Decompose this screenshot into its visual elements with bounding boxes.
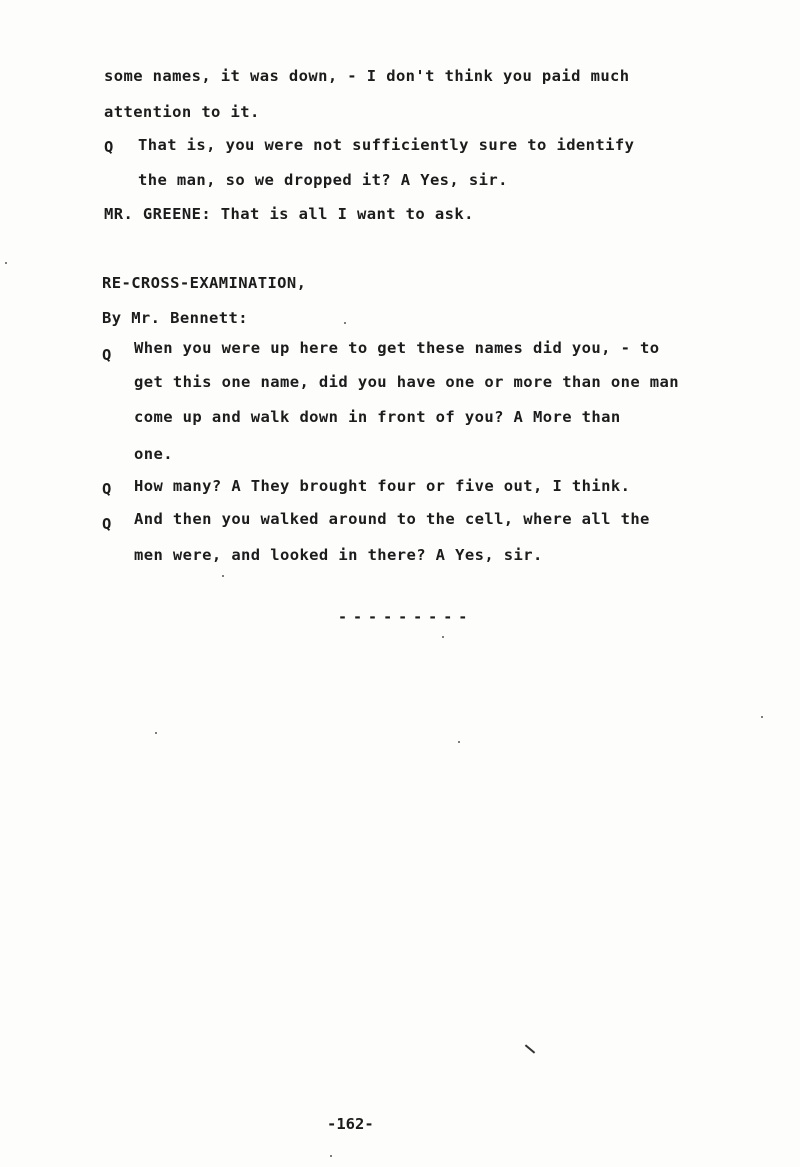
scan-speck — [330, 1155, 332, 1157]
transcript-line: men were, and looked in there? A Yes, sir. — [134, 546, 543, 564]
transcript-line: one. — [134, 445, 173, 463]
scan-speck — [458, 741, 460, 743]
question-marker: Q — [104, 138, 114, 156]
transcript-line: When you were up here to get these names did you, - to — [134, 339, 660, 357]
scan-speck — [442, 636, 444, 638]
examiner-label: By Mr. Bennett: — [102, 309, 248, 327]
scan-mark — [525, 1044, 535, 1053]
question-marker: Q — [102, 480, 112, 498]
transcript-line: That is, you were not sufficiently sure to identify — [138, 136, 635, 154]
question-marker: Q — [102, 515, 112, 533]
scan-speck — [344, 322, 346, 324]
question-marker: Q — [102, 346, 112, 364]
transcript-line: some names, it was down, - I don't think you paid much — [104, 67, 630, 85]
transcript-line: the man, so we dropped it? A Yes, sir. — [138, 171, 508, 189]
scan-speck — [5, 262, 7, 264]
section-separator: --------- — [338, 608, 474, 626]
transcript-line: And then you walked around to the cell, where all the — [134, 510, 650, 528]
transcript-line: come up and walk down in front of you? A More than — [134, 408, 621, 426]
scan-speck — [222, 575, 224, 577]
transcript-line: get this one name, did you have one or more than one man — [134, 373, 679, 391]
section-heading: RE-CROSS-EXAMINATION, — [102, 274, 307, 292]
page-number: -162- — [327, 1115, 374, 1133]
transcript-line: attention to it. — [104, 103, 260, 121]
scan-speck — [155, 732, 157, 734]
transcript-line: MR. GREENE: That is all I want to ask. — [104, 205, 474, 223]
transcript-line: How many? A They brought four or five out, I think. — [134, 477, 631, 495]
scan-speck — [761, 716, 763, 718]
